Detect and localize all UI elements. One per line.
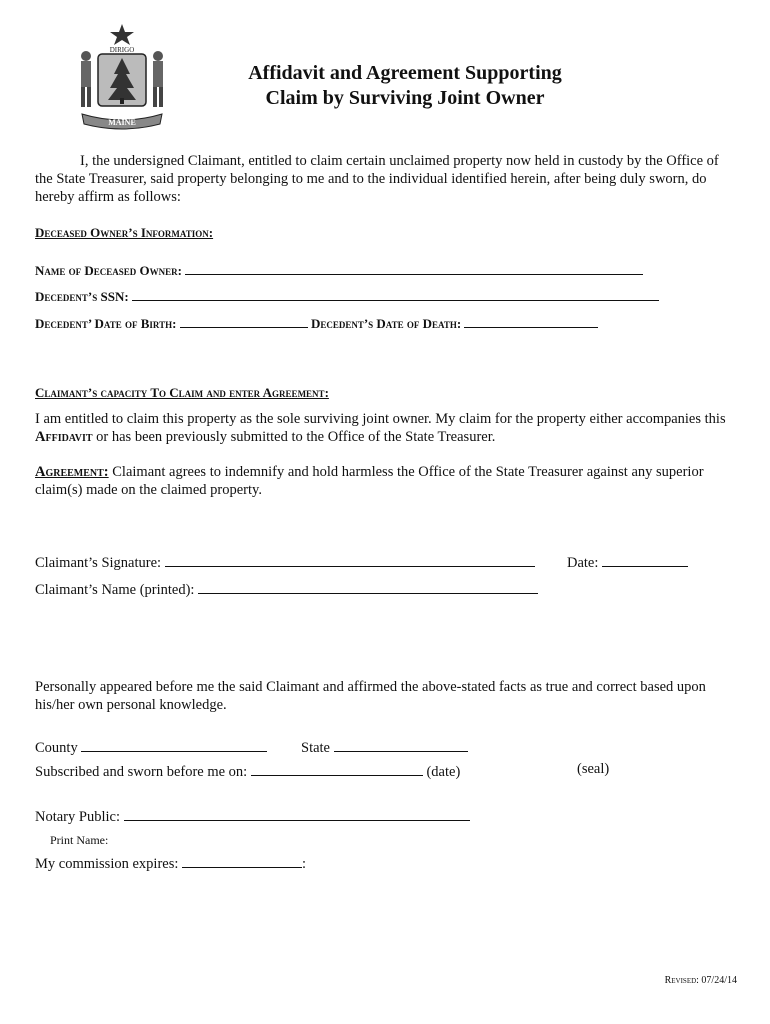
seal-star-icon <box>110 24 134 45</box>
subscribed-date-field[interactable] <box>251 761 423 776</box>
state-row <box>301 737 468 757</box>
date-row <box>567 552 688 572</box>
printed-name-row <box>35 579 538 599</box>
decedent-ssn-field[interactable] <box>132 287 659 301</box>
subscribed-label: Subscribed and sworn before me on: <box>35 764 248 780</box>
county-row <box>35 737 267 757</box>
notary-field[interactable] <box>124 806 470 821</box>
personally-appeared-paragraph: Personally appeared before me the said Claimant and affirmed the above-stated facts as true and correct based upon his/her own personal knowledge. <box>35 679 706 713</box>
claimant-capacity-heading: Claimant’s capacity To Claim and enter Agreement: <box>35 385 329 400</box>
signature-field[interactable] <box>165 552 535 567</box>
svg-text:DIRIGO: DIRIGO <box>109 46 135 54</box>
decedent-dob-label: Decedent’ Date of Birth: <box>35 316 177 331</box>
deceased-name-field[interactable] <box>185 261 643 275</box>
form-title-line-1: Affidavit and Agreement Supporting <box>248 62 562 84</box>
county-field[interactable] <box>81 737 267 752</box>
affidavit-term: Affidavit <box>35 429 93 445</box>
svg-text:MAINE: MAINE <box>108 118 136 127</box>
decedent-dates-row <box>35 314 598 332</box>
decedent-dob-field[interactable] <box>180 314 308 328</box>
agreement-text: Claimant agrees to indemnify and hold harmless the Office of the State Treasurer against any superior claim(s) made on the claimed property. <box>35 464 704 498</box>
date-label: Date: <box>567 555 599 571</box>
state-seal <box>72 22 172 134</box>
print-name-label: Print Name: <box>50 833 109 847</box>
county-label: County <box>35 740 78 756</box>
capacity-text-start: I am entitled to claim this property as the sole surviving joint owner. My claim for the property either accompanies this <box>35 411 726 427</box>
deceased-name-label: Name of Deceased Owner: <box>35 263 182 278</box>
state-field[interactable] <box>334 737 468 752</box>
commission-field[interactable] <box>182 853 302 868</box>
decedent-ssn-row <box>35 287 659 305</box>
printed-name-field[interactable] <box>198 579 538 594</box>
seal-label: (seal) <box>577 761 610 777</box>
commission-row <box>35 853 306 873</box>
signature-row <box>35 552 535 572</box>
agreement-paragraph <box>35 463 735 499</box>
decedent-dod-label: Decedent’s Date of Death: <box>310 316 462 331</box>
subscribed-row <box>35 761 460 781</box>
agreement-label: Agreement: <box>35 464 109 480</box>
date-field[interactable] <box>602 552 688 567</box>
decedent-dod-field[interactable] <box>464 314 598 328</box>
deceased-owner-heading: Deceased Owner’s Information: <box>35 225 214 240</box>
form-title-line-2: Claim by Surviving Joint Owner <box>265 87 545 109</box>
capacity-text-end: or has been previously submitted to the Office of the State Treasurer. <box>92 429 496 445</box>
notary-row <box>35 806 470 826</box>
commission-colon: : <box>302 856 307 872</box>
notary-label: Notary Public: <box>35 809 120 825</box>
revised-date: Revised: 07/24/14 <box>664 975 737 986</box>
state-label: State <box>301 740 330 756</box>
decedent-ssn-label: Decedent’s SSN: <box>35 289 129 304</box>
intro-paragraph: I, the undersigned Claimant, entitled to claim certain unclaimed property now held in custody by the Office of the State Treasurer, said property belonging to me and to the individual identified herein, after being duly sworn, do hereby affirm as follows: <box>35 153 719 205</box>
signature-label: Claimant’s Signature: <box>35 555 162 571</box>
capacity-paragraph <box>35 410 735 446</box>
printed-name-label: Claimant’s Name (printed): <box>35 582 195 598</box>
commission-label: My commission expires: <box>35 856 179 872</box>
deceased-name-row <box>35 261 643 279</box>
date-paren-label: (date) <box>426 764 461 780</box>
